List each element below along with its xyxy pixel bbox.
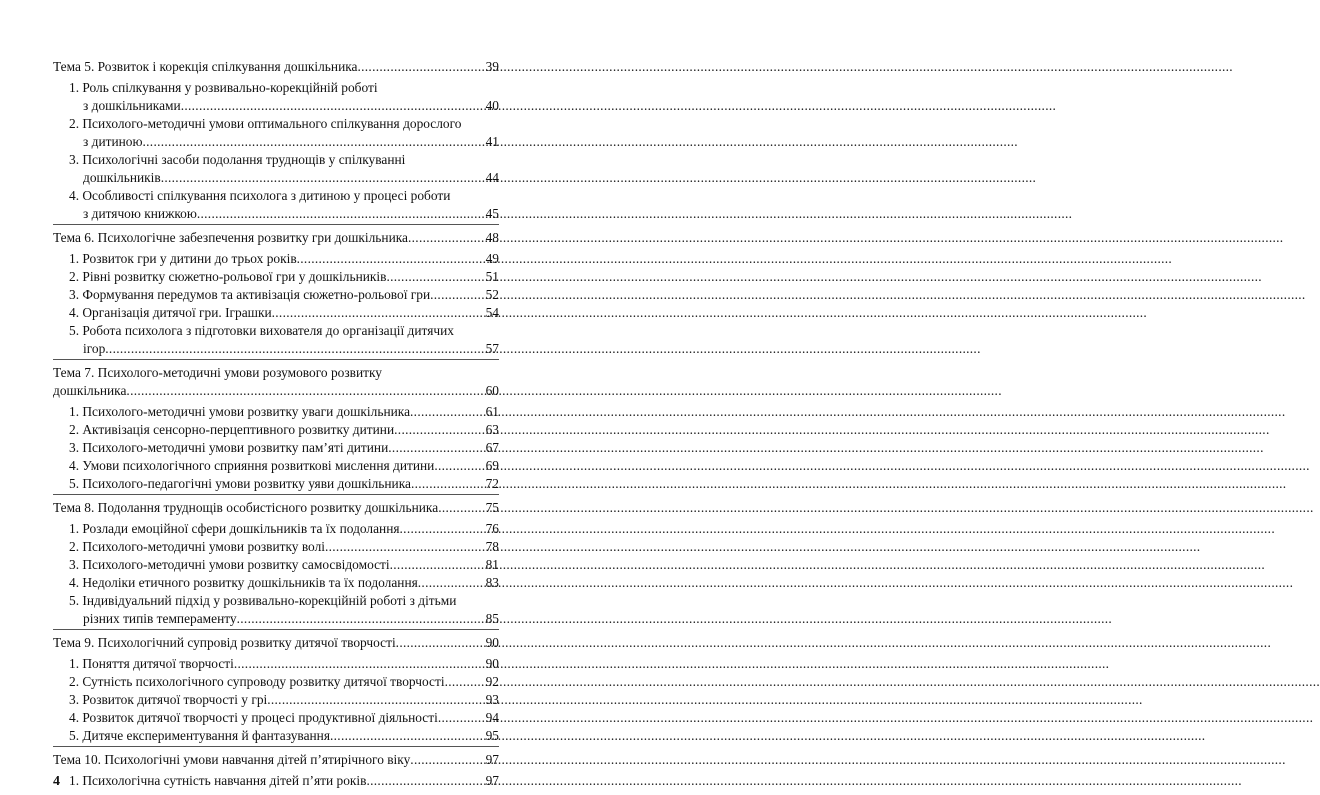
toc-section [53,634,499,747]
toc-topic-row [53,58,499,76]
toc-subentry-row [69,727,499,745]
toc-subentry-row [69,205,499,223]
toc-page-number: 72 [485,476,499,491]
toc-subentry [53,709,499,727]
toc-subentry [53,592,499,628]
toc-subentry [53,772,499,790]
dot-leader [396,634,483,652]
toc-page-number: 81 [485,557,499,572]
toc-subentry-row [69,538,499,556]
toc-section [53,364,499,495]
toc-section [53,751,499,790]
toc-subentry-row [69,655,499,673]
toc-page-number: 76 [485,521,499,536]
dot-leader [181,97,483,115]
section-divider [53,494,499,495]
toc-subentry-title: з дошкільниками [83,98,181,113]
toc-page-number: 78 [485,539,499,554]
toc-subentry-title: 1. Поняття дитячої творчості [69,656,234,671]
dot-leader [197,205,483,223]
toc-topic-title: Тема 10. Психологічні умови навчання дітей п’ятирічного віку [53,752,411,767]
toc-page-number: 52 [485,287,499,302]
toc-page-number: 97 [485,752,499,767]
toc-subentry [53,286,499,304]
toc-subentry [53,268,499,286]
section-divider [53,224,499,225]
dot-leader [400,520,483,538]
toc-page-number: 90 [485,635,499,650]
dot-leader [330,727,483,745]
toc-subentry-row [69,268,499,286]
toc-page-number: 69 [485,458,499,473]
toc-subentry-title: 2. Психолого-методичні умови розвитку волі [69,539,325,554]
dot-leader [410,403,483,421]
toc-subentry [53,115,499,151]
toc-subentry-line: 5. Робота психолога з підготовки вихователя до організації дитячих [69,323,454,338]
dot-leader [445,673,483,691]
dot-leader [410,751,483,769]
section-divider [53,359,499,360]
toc-subentry-line: 1. Роль спілкування у розвивально-корекційній роботі [69,80,378,95]
toc-subentry-title: 3. Формування передумов та активізація сюжетно-рольової гри [69,287,431,302]
toc-subentry-title: 1. Розлади емоційної сфери дошкільників та їх подолання [69,521,400,536]
toc-subentry-line: 3. Психологічні засоби подолання труднощів у спілкуванні [69,152,406,167]
toc-subentry [53,655,499,673]
toc-page-number: 54 [485,305,499,320]
toc-subentry-title: 2. Рівні розвитку сюжетно-рольової гри у дошкільників [69,269,387,284]
toc-subentry-title: дошкільників [83,170,161,185]
toc-page-number: 39 [485,59,499,74]
toc-subentry-title: 1. Психолого-методичні умови розвитку уваги дошкільника [69,404,411,419]
toc-topic-row [53,634,499,652]
section-divider [53,629,499,630]
toc-page-number: 44 [485,170,499,185]
toc-subentry [53,673,499,691]
dot-leader [143,133,484,151]
toc-subentry-title: різних типів темпераменту [83,611,237,626]
toc-subentry-row [69,169,499,187]
toc-subentry-row [69,133,499,151]
toc-subentry [53,727,499,745]
toc-subentry [53,403,499,421]
toc-page-number: 61 [485,404,499,419]
toc-subentry [53,421,499,439]
toc-subentry-line: 2. Психолого-методичні умови оптимального спілкування дорослого [69,116,462,131]
toc-subentry-row [69,556,499,574]
toc-page-number: 60 [485,383,499,398]
dot-leader [438,709,483,727]
toc-topic-row [53,751,499,769]
toc-subentry-row [69,286,499,304]
dot-leader [267,691,483,709]
dot-leader [388,439,483,457]
toc-subentry [53,187,499,223]
toc-page-number: 97 [485,773,499,788]
toc-page-number: 90 [485,656,499,671]
toc-topic-title: Тема 8. Подолання труднощів особистісного розвитку дошкільника [53,500,439,515]
toc-subentry-row [69,709,499,727]
toc-page-number: 49 [485,251,499,266]
toc-subentry-title: 5. Дитяче експериментування й фантазування [69,728,331,743]
toc-subentry [53,691,499,709]
toc-subentry-title: 2. Сутність психологічного супроводу розвитку дитячої творчості [69,674,445,689]
dot-leader [408,229,483,247]
dot-leader [386,268,483,286]
toc-topic-entry [53,751,499,772]
toc-subentry-row [69,457,499,475]
toc-subentry [53,151,499,187]
toc-topic-title: дошкільника [53,383,127,398]
toc-topic-entry [53,499,499,520]
toc-topic-row [53,499,499,517]
dot-leader [237,610,483,628]
toc-section [53,229,499,360]
toc-subentry [53,250,499,268]
toc-subentry-row [69,340,499,358]
toc-page-number: 67 [485,440,499,455]
toc-subentry-title: 4. Умови психологічного сприяння розвиткові мислення дитини [69,458,435,473]
toc-topic-entry [53,364,499,403]
dot-leader [418,574,483,592]
toc-subentry-row [69,574,499,592]
dot-leader [161,169,483,187]
toc-topic-title: Тема 5. Розвиток і корекція спілкування дошкільника [53,59,358,74]
toc-page-number: 95 [485,728,499,743]
toc-subentry-title: 3. Психолого-методичні умови розвитку пам’яті дитини [69,440,389,455]
toc-subentry-row [69,403,499,421]
toc-subentry-row [69,673,499,691]
toc-subentry [53,439,499,457]
toc-subentry-row [69,475,499,493]
toc-subentry-line: 4. Особливості спілкування психолога з дитиною у процесі роботи [69,188,451,203]
toc-subentry-row [69,520,499,538]
toc-subentry-row [69,439,499,457]
dot-leader [357,58,483,76]
dot-leader [366,772,483,790]
table-of-contents [53,58,499,790]
toc-subentry-title: 3. Розвиток дитячої творчості у грі [69,692,268,707]
toc-subentry-title: 4. Недоліки етичного розвитку дошкільників та їх подолання [69,575,418,590]
toc-subentry [53,574,499,592]
toc-page-number: 92 [485,674,499,689]
dot-leader [438,499,483,517]
toc-page-number: 41 [485,134,499,149]
toc-page-number: 51 [485,269,499,284]
dot-leader [411,475,483,493]
toc-subentry-title: 5. Психолого-педагогічні умови розвитку уяви дошкільника [69,476,411,491]
toc-subentry [53,304,499,322]
toc-subentry [53,475,499,493]
toc-page-number: 48 [485,230,499,245]
toc-page-number: 63 [485,422,499,437]
toc-subentry [53,79,499,115]
toc-page-number: 40 [485,98,499,113]
dot-leader [325,538,483,556]
toc-topic-line: Тема 7. Психолого-методичні умови розумового розвитку [53,365,382,380]
toc-topic-title: Тема 6. Психологічне забезпечення розвитку гри дошкільника [53,230,408,245]
toc-page-number: 94 [485,710,499,725]
toc-subentry [53,457,499,475]
toc-subentry-row [69,421,499,439]
toc-topic-row [53,382,499,400]
toc-subentry [53,520,499,538]
toc-subentry-title: 1. Розвиток гри у дитини до трьох років [69,251,297,266]
toc-topic-entry [53,58,499,79]
toc-subentry-title: з дитиною [83,134,143,149]
page-number: 4 [53,774,60,789]
toc-subentry-row [69,97,499,115]
toc-subentry-row [69,304,499,322]
toc-subentry-title: ігор [83,341,106,356]
toc-topic-entry [53,634,499,655]
toc-subentry-row [69,250,499,268]
dot-leader [434,457,483,475]
dot-leader [126,382,483,400]
toc-page-number: 85 [485,611,499,626]
toc-topic-entry [53,229,499,250]
section-divider [53,746,499,747]
dot-leader [234,655,483,673]
toc-page-number: 45 [485,206,499,221]
toc-subentry-row [69,691,499,709]
toc-page-number: 57 [485,341,499,356]
toc-topic-title: Тема 9. Психологічний супровід розвитку дитячої творчості [53,635,396,650]
dot-leader [394,421,483,439]
toc-section [53,58,499,225]
toc-page-number: 83 [485,575,499,590]
dot-leader [297,250,483,268]
toc-subentry-title: 4. Організація дитячої гри. Іграшки [69,305,272,320]
toc-subentry-row [69,772,499,790]
toc-page-number: 75 [485,500,499,515]
toc-subentry-row [69,610,499,628]
toc-subentry-title: 1. Психологічна сутність навчання дітей п’яти років [69,773,367,788]
toc-topic-row [53,229,499,247]
toc-subentry-title: з дитячою книжкою [83,206,197,221]
toc-subentry [53,556,499,574]
toc-subentry-title: 4. Розвиток дитячої творчості у процесі продуктивної діяльності [69,710,438,725]
toc-page-number: 93 [485,692,499,707]
dot-leader [390,556,483,574]
dot-leader [430,286,483,304]
toc-subentry [53,322,499,358]
toc-subentry-line: 5. Індивідуальний підхід у розвивально-корекційній роботі з дітьми [69,593,457,608]
toc-subentry-title: 3. Психолого-методичні умови розвитку самосвідомості [69,557,390,572]
toc-subentry-title: 2. Активізація сенсорно-перцептивного розвитку дитини [69,422,395,437]
dot-leader [272,304,483,322]
toc-section [53,499,499,630]
dot-leader [105,340,483,358]
toc-subentry [53,538,499,556]
